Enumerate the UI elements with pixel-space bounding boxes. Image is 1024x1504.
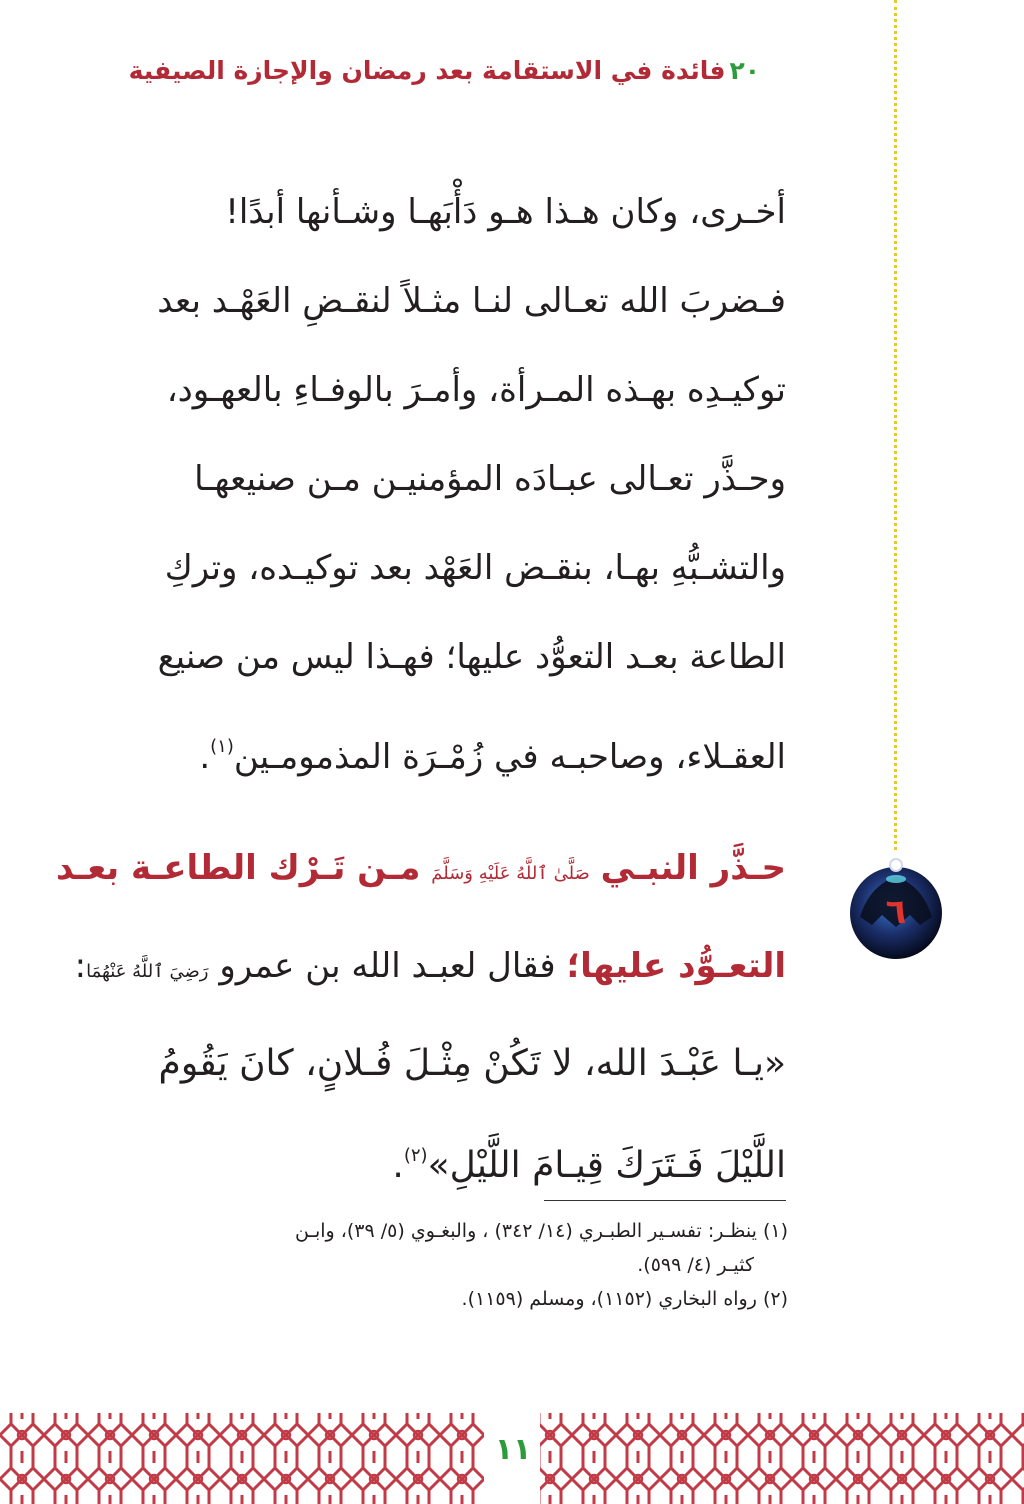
footnote-2: (٢) رواه البخاري (١١٥٢)، ومسلم (١١٥٩). [461, 1288, 788, 1310]
section-heading-line-2 [74, 920, 786, 1018]
header-title: فائدة في الاستقامة بعد رمضان والإجازة الصيفية [128, 56, 726, 85]
footnote-ref-2: (٢) [403, 1145, 428, 1166]
footnote-1-line-1: (١) ينظـر: تفسـير الطبـري (١٤/ ٣٤٢) ، والبغـوي (٥/ ٣٩)، وابـن [294, 1220, 788, 1242]
hadith-section [55, 822, 786, 1212]
radi-honorific: رَضِيَ ٱللَّهُ عَنْهُمَا [86, 961, 209, 982]
page-number: ١١ [492, 1432, 534, 1467]
footnotes [82, 1214, 788, 1316]
body-line: فـضربَ الله تعـالى لنـا مثـلاً لنقـضِ العَهْـد بعد [157, 281, 786, 321]
main-paragraph [86, 168, 786, 802]
chapter-badge-number: ٦ [885, 892, 907, 932]
heading-part-2: مـن تَـرْك الطاعـة بعـد [55, 848, 421, 888]
footnote-1-line-2: كثيـر (٤/ ٥٩٩). [637, 1254, 754, 1276]
body-line-last [86, 702, 786, 802]
body-line: أخـرى، وكان هـذا هـو دَأْبَهـا وشـأنها أبدًا! [225, 192, 786, 232]
heading-part-1: حـذَّر النبـي [600, 848, 786, 888]
footnote-divider [544, 1200, 786, 1201]
body-line: توكيـدِه بهـذه المـرأة، وأمـرَ بالوفـاءِ بالعهـود، [166, 370, 786, 410]
body-last-end: . [199, 737, 211, 777]
header-number: ٢٠ [729, 56, 760, 85]
body-line: والتشـبُّهِ بهـا، بنقـض العَهْد بعد توكيـده، وتركِ [164, 548, 786, 588]
section-heading-line-1 [55, 822, 786, 920]
body-line: الطاعة بعـد التعوُّد عليها؛ فهـذا ليس من صنيع [157, 637, 786, 677]
heading-colon: : [74, 946, 87, 986]
decorative-dotted-line [894, 0, 897, 850]
body-line: وحـذَّر تعـالى عبـادَه المؤمنيـن مـن صنيعهـا [194, 459, 786, 499]
chapter-badge-icon [850, 855, 942, 965]
heading-part-3: التعـوُّد عليها؛ [566, 946, 786, 986]
hadith-quote-text: اللَّيْلَ فَـتَرَكَ قِيـامَ اللَّيْلِ» [427, 1145, 786, 1186]
hadith-quote-end: . [392, 1145, 404, 1186]
hadith-quote-line-2 [86, 1110, 786, 1212]
body-last-text: العقـلاء، وصاحبـه في زُمْـرَة المذمومـين [233, 737, 786, 777]
heading-rest: فقال لعبـد الله بن عمرو [219, 946, 556, 986]
hadith-quote-line-1: «يـا عَبْـدَ الله، لا تَكُنْ مِثْـلَ فُـلانٍ، كانَ يَقُومُ [158, 1043, 786, 1084]
footnote-ref-1: (١) [210, 736, 234, 757]
salla-honorific: صَلَّىٰ ٱللَّهُ عَلَيْهِ وَسَلَّمَ [431, 863, 590, 884]
running-header [60, 56, 760, 85]
